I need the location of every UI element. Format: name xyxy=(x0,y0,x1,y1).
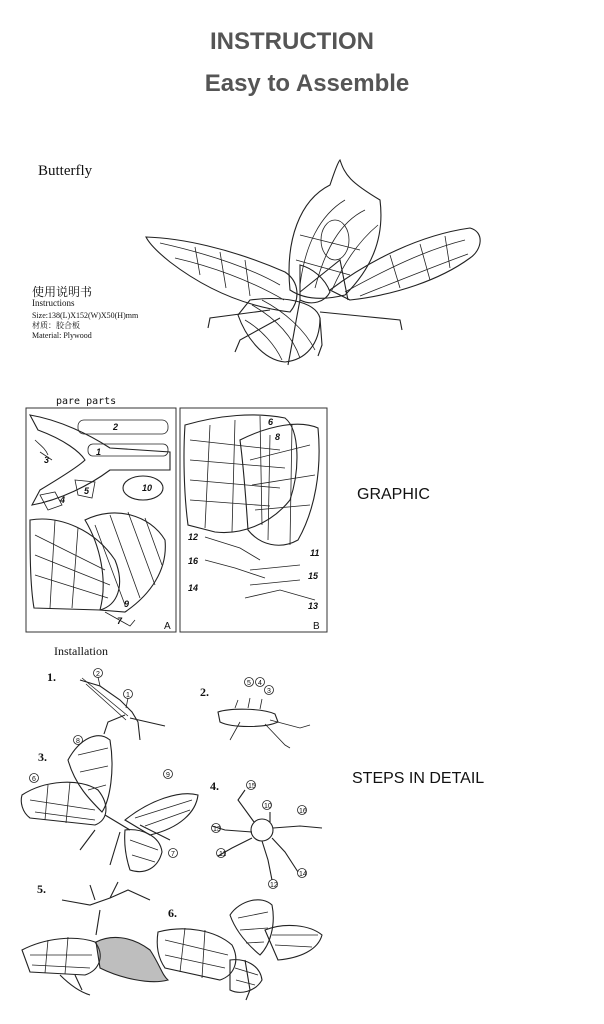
svg-text:5: 5 xyxy=(247,680,251,687)
page-subtitle: Easy to Assemble xyxy=(204,70,410,97)
svg-text:7: 7 xyxy=(171,851,175,858)
part-number-16: 16 xyxy=(188,556,199,566)
part-number-1: 1 xyxy=(96,447,102,457)
step-6-label: 6. xyxy=(168,906,177,920)
material-cn-text: 材质：胶合板 xyxy=(32,321,80,330)
svg-text:10: 10 xyxy=(264,803,272,810)
part-number-13: 13 xyxy=(308,601,319,611)
part-number-5: 5 xyxy=(84,486,90,496)
product-name: Butterfly xyxy=(38,163,93,179)
steps-in-detail-label: STEPS IN DETAIL xyxy=(352,770,485,787)
svg-text:1: 1 xyxy=(126,692,130,699)
part-number-2: 2 xyxy=(113,422,119,432)
instructions-label: Instructions xyxy=(32,298,75,308)
svg-text:11: 11 xyxy=(219,851,227,858)
part-number-9: 9 xyxy=(124,599,130,609)
part-number-4: 4 xyxy=(60,495,66,505)
material-text: Material: Plywood xyxy=(32,331,92,340)
svg-text:16: 16 xyxy=(299,808,307,815)
part-number-8: 8 xyxy=(275,432,281,442)
part-number-15: 15 xyxy=(308,571,319,581)
step-2-label: 2. xyxy=(200,685,209,699)
svg-text:3: 3 xyxy=(267,688,271,695)
step-3-label: 3. xyxy=(38,750,47,764)
part-number-12: 12 xyxy=(188,532,199,542)
size-text: Size:138(L)X152(W)X50(H)mm xyxy=(32,311,139,320)
step-4-label: 4. xyxy=(210,779,219,793)
graphic-label: GRAPHIC xyxy=(357,486,430,503)
svg-text:4: 4 xyxy=(258,680,262,687)
part-number-7: 7 xyxy=(117,616,123,626)
sheet-a-label: A xyxy=(164,621,171,632)
part-number-3: 3 xyxy=(44,455,50,465)
sheet-b-label: B xyxy=(313,621,320,632)
svg-text:15: 15 xyxy=(248,783,256,790)
svg-text:12: 12 xyxy=(270,882,278,889)
svg-text:2: 2 xyxy=(96,671,100,678)
svg-text:9: 9 xyxy=(166,772,170,779)
svg-text:14: 14 xyxy=(299,871,307,878)
svg-text:6: 6 xyxy=(32,776,36,783)
part-number-6: 6 xyxy=(268,417,274,427)
part-number-14: 14 xyxy=(188,583,199,593)
svg-text:13: 13 xyxy=(213,826,221,833)
svg-text:8: 8 xyxy=(76,738,80,745)
page-title: INSTRUCTION xyxy=(210,28,374,55)
cn-instructions-title: 使用说明书 xyxy=(32,285,93,299)
spare-parts-label: pare parts xyxy=(56,396,117,407)
step-1-label: 1. xyxy=(47,670,56,684)
installation-label: Installation xyxy=(54,644,108,658)
part-number-10: 10 xyxy=(142,483,153,493)
step-5-label: 5. xyxy=(37,882,46,896)
part-number-11: 11 xyxy=(310,548,320,558)
